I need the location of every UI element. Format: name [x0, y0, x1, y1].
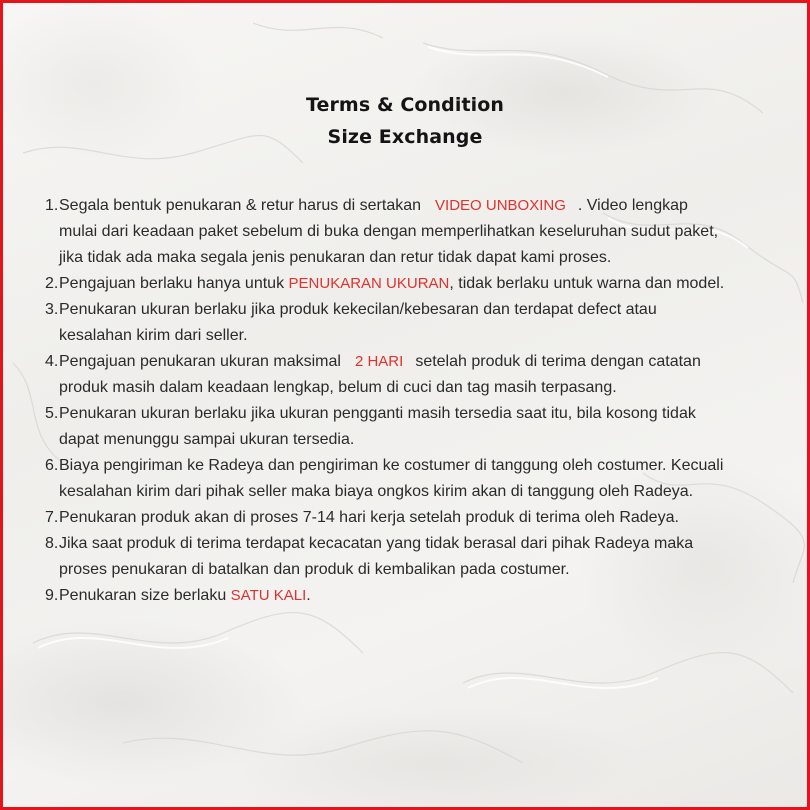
- term-item: [3, 297, 807, 349]
- term-text: Pengajuan penukaran ukuran maksimal: [59, 353, 341, 370]
- term-item: [3, 505, 807, 531]
- term-text: jika tidak ada maka segala jenis penukaran dan retur tidak dapat kami proses.: [59, 249, 612, 266]
- term-item: [3, 349, 807, 401]
- term-text: proses penukaran di batalkan dan produk di kembalikan pada costumer.: [59, 561, 570, 578]
- term-text: mulai dari keadaan paket sebelum di buka dengan memperlihatkan keseluruhan sudut paket,: [59, 223, 719, 240]
- term-item: [3, 401, 807, 453]
- term-text: dapat menunggu sampai ukuran tersedia.: [59, 431, 355, 448]
- term-text: Pengajuan berlaku hanya untuk: [59, 275, 285, 292]
- texture-highlight: [428, 47, 608, 77]
- term-text: Penukaran ukuran berlaku jika produk kekecilan/kebesaran dan terdapat defect atau: [59, 301, 657, 318]
- title-block: [3, 89, 807, 153]
- term-text: Penukaran size berlaku: [59, 587, 227, 604]
- term-item: [3, 193, 807, 271]
- term-number: 3.: [45, 301, 59, 318]
- texture-stroke: [123, 731, 523, 763]
- term-text: Penukaran produk akan di proses 7-14 hari kerja setelah produk di terima oleh Radeya.: [59, 509, 679, 526]
- term-number: 8.: [45, 535, 59, 552]
- term-text: Penukaran ukuran berlaku jika ukuran pengganti masih tersedia saat itu, bila kosong tidak: [59, 405, 696, 422]
- page-title: Terms & Condition: [305, 94, 505, 116]
- term-number: 2.: [45, 275, 59, 292]
- term-highlight: PENUKARAN UKURAN: [288, 275, 450, 292]
- term-text: . Video lengkap: [577, 197, 688, 214]
- texture-stroke: [253, 23, 383, 38]
- terms-list: [3, 193, 807, 609]
- term-item: [3, 531, 807, 583]
- term-number: 1.: [45, 197, 59, 214]
- term-text: kesalahan kirim dari pihak seller maka biaya ongkos kirim akan di tanggung oleh Radeya.: [59, 483, 694, 500]
- term-highlight: 2 HARI: [354, 353, 404, 370]
- page-subtitle: Size Exchange: [327, 126, 483, 148]
- term-text: Segala bentuk penukaran & retur harus di sertakan: [59, 197, 422, 214]
- term-highlight: VIDEO UNBOXING: [435, 197, 566, 214]
- term-number: 6.: [45, 457, 59, 474]
- term-text: setelah produk di terima dengan catatan: [415, 353, 701, 370]
- term-highlight: SATU KALI: [230, 587, 307, 604]
- term-number: 4.: [45, 353, 59, 370]
- term-item: [3, 583, 807, 609]
- term-text: kesalahan kirim dari seller.: [59, 327, 248, 344]
- term-text: , tidak berlaku untuk warna dan model.: [449, 275, 725, 292]
- term-number: 7.: [45, 509, 59, 526]
- term-item: [3, 271, 807, 297]
- term-text: .: [306, 587, 311, 604]
- page-frame: [3, 3, 807, 807]
- term-number: 9.: [45, 587, 59, 604]
- term-text: Biaya pengiriman ke Radeya dan pengiriman ke costumer di tanggung oleh costumer. Kecuali: [59, 457, 724, 474]
- term-text: Jika saat produk di terima terdapat kecacatan yang tidak berasal dari pihak Radeya maka: [59, 535, 694, 552]
- term-text: produk masih dalam keadaan lengkap, belum di cuci dan tag masih terpasang.: [59, 379, 617, 396]
- term-item: [3, 453, 807, 505]
- term-number: 5.: [45, 405, 59, 422]
